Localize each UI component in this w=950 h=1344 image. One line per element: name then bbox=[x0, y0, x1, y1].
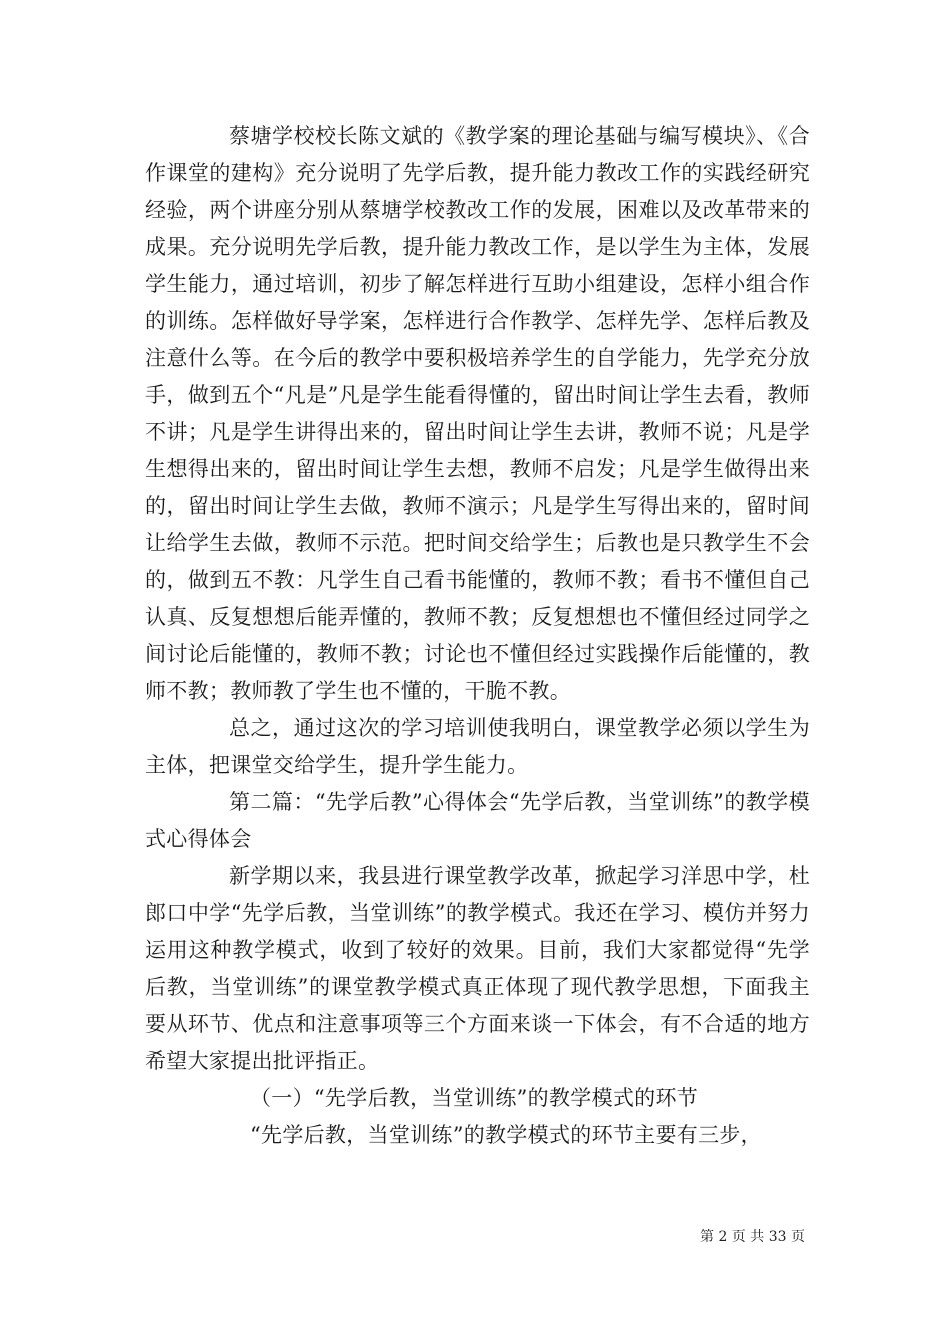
paragraph-5: “先学后教，当堂训练”的教学模式的环节主要有三步， bbox=[250, 1123, 762, 1147]
section-heading: （一）“先学后教，当堂训练”的教学模式的环节 bbox=[250, 1086, 699, 1110]
paragraph-2: 总之，通过这次的学习培训使我明白，课堂教学必须以学生为主体，把课堂交给学生，提升学生能力。 bbox=[145, 716, 810, 777]
paragraph-1: 蔡塘学校校长陈文斌的《教学案的理论基础与编写模块》、《合作课堂的建构》充分说明了先学后教，提升能力教改工作的实践经研究经验，两个讲座分别从蔡塘学校教改工作的发展，困难以及改革带来的成果。充分说明先学后教，提升能力教改工作，是以学生为主体，发展学生能力，通过培训，初步了解怎样进行互助小组建设，怎样小组合作的训练。怎样做好导学案，怎样进行合作教学、怎样先学、怎样后教及注意什么等。在今后的教学中要积极培养学生的自学能力，先学充分放手，做到五个“凡是”凡是学生能看得懂的，留出时间让学生去看，教师不讲；凡是学生讲得出来的，留出时间让学生去讲，教师不说；凡是学生想得出来的，留出时间让学生去想，教师不启发；凡是学生做得出来的，留出时间让学生去做，教师不演示；凡是学生写得出来的，留时间让给学生去做，教师不示范。把时间交给学生；后教也是只教学生不会的，做到五不教：凡学生自己看书能懂的，教师不教；看书不懂但自己认真、反复想想后能弄懂的，教师不教；反复想想也不懂但经过同学之间讨论后能懂的，教师不教；讨论也不懂但经过实践操作后能懂的，教师不教；教师教了学生也不懂的，干脆不教。 bbox=[145, 124, 810, 703]
paragraph-3: 第二篇：“先学后教”心得体会“先学后教，当堂训练”的教学模式心得体会 bbox=[145, 790, 810, 851]
body-text bbox=[145, 118, 810, 1154]
page-number-footer: 第 2 页 共 33 页 bbox=[700, 1229, 805, 1245]
paragraph-4: 新学期以来，我县进行课堂教学改革，掀起学习洋思中学，杜郎口中学“先学后教，当堂训练”的教学模式。我还在学习、模仿并努力运用这种教学模式，收到了较好的效果。目前，我们大家都觉得“先学后教，当堂训练”的课堂教学模式真正体现了现代教学思想，下面我主要从环节、优点和注意事项等三个方面来谈一下体会，有不合适的地方希望大家提出批评指正。 bbox=[145, 864, 810, 1073]
